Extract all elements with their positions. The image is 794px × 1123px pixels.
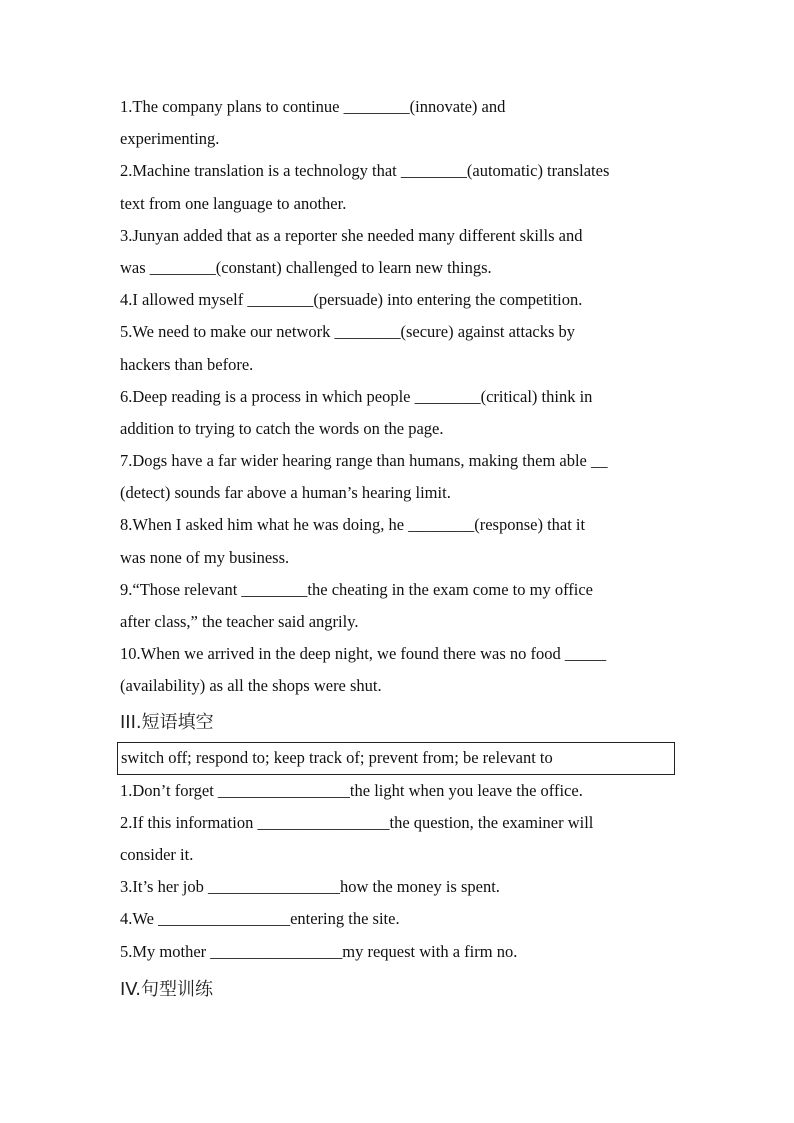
exercise-line: 5.We need to make our network ________(secure) against attacks by <box>120 322 576 342</box>
section-title-sentence-practice: IV.句型训练 <box>120 978 214 1000</box>
exercise-line: 4.We ________________entering the site. <box>120 909 400 929</box>
exercise-line: (availability) as all the shops were shut. <box>120 676 382 696</box>
exercise-line: addition to trying to catch the words on the page. <box>120 418 444 438</box>
section-title-phrase-fill: III.短语填空 <box>120 711 214 733</box>
exercise-line: 4.I allowed myself ________(persuade) into entering the competition. <box>120 290 583 310</box>
exercise-line: 6.Deep reading is a process in which people ________(critical) think in <box>120 386 593 406</box>
exercise-line: 5.My mother ________________my request with a firm no. <box>120 941 518 961</box>
exercise-line: experimenting. <box>120 129 220 149</box>
exercise-line: 3.Junyan added that as a reporter she needed many different skills and <box>120 225 583 245</box>
word-form-exercise <box>120 91 676 703</box>
exercise-line: hackers than before. <box>120 354 254 374</box>
exercise-line: 1.The company plans to continue ________(innovate) and <box>120 97 506 116</box>
exercise-line: 2.Machine translation is a technology that ________(automatic) translates <box>120 161 610 181</box>
worksheet-content <box>120 91 676 1006</box>
exercise-line: 2.If this information ________________the question, the examiner will <box>120 812 594 832</box>
exercise-line: text from one language to another. <box>120 193 347 213</box>
exercise-line: 7.Dogs have a far wider hearing range than humans, making them able __ <box>120 451 608 471</box>
exercise-line: was none of my business. <box>120 547 290 567</box>
phrase-fill-exercise <box>120 775 676 968</box>
exercise-line: 8.When I asked him what he was doing, he ________(response) that it <box>120 515 586 535</box>
exercise-line: 3.It’s her job ________________how the money is spent. <box>120 877 500 897</box>
exercise-line: after class,” the teacher said angrily. <box>120 612 359 631</box>
exercise-line: 9.“Those relevant ________the cheating in the exam come to my office <box>120 579 593 599</box>
exercise-line: (detect) sounds far above a human’s hearing limit. <box>120 483 451 503</box>
exercise-line: consider it. <box>120 844 194 864</box>
exercise-line: 10.When we arrived in the deep night, we found there was no food _____ <box>120 644 607 664</box>
phrase-bank-box: switch off; respond to; keep track of; prevent from; be relevant to <box>117 742 675 775</box>
exercise-line: was ________(constant) challenged to learn new things. <box>120 257 492 277</box>
exercise-line: 1.Don’t forget ________________the light when you leave the office. <box>120 780 583 800</box>
